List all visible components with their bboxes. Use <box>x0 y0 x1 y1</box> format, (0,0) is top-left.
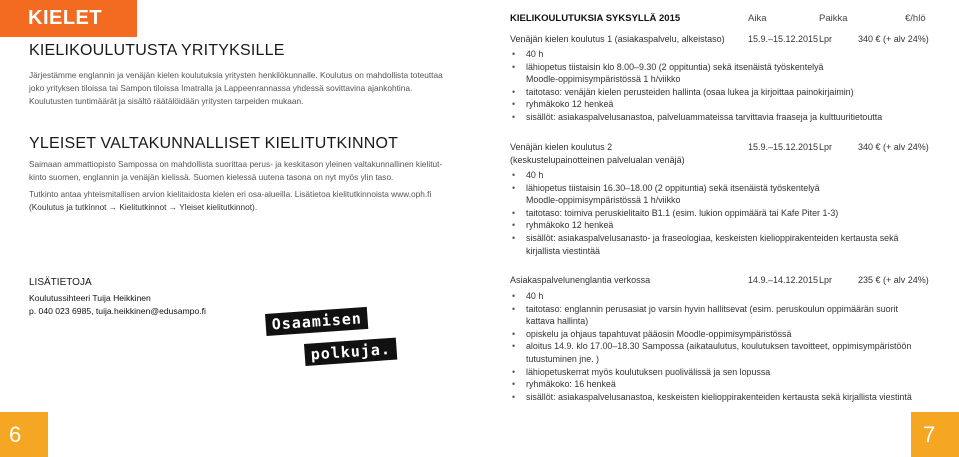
list-item: • 40 h <box>510 169 955 182</box>
column-header-aika: Aika <box>748 13 767 24</box>
stamp-osaamisen <box>265 307 369 336</box>
course-bullets <box>510 169 955 257</box>
list-item: • lähiopetus tiistaisin klo 8.00–9.30 (2 oppituntia) sekä itsenäistä työskentelyä <box>510 61 955 74</box>
heading-yleiset-kielitutkinnot: YLEISET VALTAKUNNALLISET KIELITUTKINNOT <box>29 135 399 152</box>
list-item: • ryhmäkoko: 16 henkeä <box>510 378 955 391</box>
course-bullets <box>510 48 955 124</box>
contact-info <box>29 292 206 317</box>
course-paikka: Lpr <box>819 142 833 152</box>
paragraph-line: kinto suomen, englannin ja venäjän kielissä. Suomen kielessä uutena tasona on nyt myös ylin taso. <box>29 171 394 182</box>
course-title: Asiakaspalvelunenglantia verkossa <box>510 275 651 285</box>
list-item: • ryhmäkoko 12 henkeä <box>510 98 955 111</box>
course-aika: 15.9.–15.12.2015 <box>748 34 819 44</box>
page-corner-right <box>911 412 959 457</box>
stamp-line-1: Osaamisen <box>265 307 369 336</box>
stamp-line-2: polkuja. <box>304 338 398 366</box>
paragraph-kielikoulutusta <box>29 69 443 107</box>
paragraph-line: Saimaan ammattiopisto Sampossa on mahdollista suorittaa perus- ja keskitason yleinen valtakunnallinen kielitut- <box>29 159 443 169</box>
list-item: • lähiopetus tiistaisin 16.30–18.00 (2 oppituntia) sekä itsenäistä työskentelyä <box>510 182 955 195</box>
course-paikka: Lpr <box>819 275 833 285</box>
list-item: • 40 h <box>510 290 955 303</box>
contact-name: Koulutussihteeri Tuija Heikkinen <box>29 293 151 303</box>
paragraph-line: Koulutusten tuntimäärät ja sisältö räätälöidään yritysten tarpeiden mukaan. <box>29 95 304 106</box>
list-item: • lähiopetuskerrat myös koulutuksen puolivälissä ja sen lopussa <box>510 366 955 379</box>
heading-kielikoulutusta: KIELIKOULUTUSTA YRITYKSILLE <box>29 42 285 59</box>
list-item: • sisällöt: asiakaspalvelusanastoa, palveluammateissa tarvittavia fraaseja ja kulttuuritietoutta <box>510 111 955 124</box>
course-aika: 15.9.–15.12.2015 <box>748 142 819 152</box>
heading-kielikoulutuksia-syksylla: KIELIKOULUTUKSIA SYKSYLLÄ 2015 <box>510 13 681 24</box>
column-header-paikka: Paikka <box>819 13 848 24</box>
paragraph-arvio: Tutkinto antaa yhteismitallisen arvion kielitaidosta kielen eri osa-alueilla. Lisätietoa kielitutkinnoista www.oph.fi <box>29 189 432 199</box>
course-subtitle: (keskustelupainotteinen palvelualan venäjä) <box>510 155 685 165</box>
list-item: tutustuminen jne. ) <box>526 353 600 364</box>
course-bullets <box>510 290 955 403</box>
section-tag-label: KIELET <box>28 7 103 29</box>
list-item: kirjallista viestintää <box>526 245 600 256</box>
heading-lisatietoja: LISÄTIETOJA <box>29 277 92 288</box>
course-title: Venäjän kielen koulutus 1 (asiakaspalvelu, alkeistaso) <box>510 34 725 44</box>
list-item: • taitotaso: toimiva peruskielitaito B1.1 (esim. lukion oppimäärä tai Kafe Piter 1-3) <box>510 207 955 220</box>
course-title: Venäjän kielen koulutus 2 <box>510 142 613 152</box>
paragraph-line: joko yrityksen tiloissa tai Sampon tiloissa Imatralla ja Lappeenrannassa yhdessä sovittavina ajankohtina. <box>29 82 413 93</box>
list-item: • taitotaso: venäjän kielen perusteiden hallinta (osaa lukea ja kirjoittaa painokirjaimin) <box>510 86 955 99</box>
list-item: • 40 h <box>510 48 955 61</box>
list-item: • sisällöt: asiakaspalvelusanasto- ja fraseologiaa, keskeisten kielioppirakenteiden kertausta sekä <box>510 232 955 245</box>
list-item: • opiskelu ja ohjaus tapahtuvat pääosin Moodle-oppimisympäristössä <box>510 328 955 341</box>
list-item: kattava hallinta) <box>526 316 589 327</box>
section-tag <box>0 0 137 37</box>
list-item: Moodle-oppimisympäristössä 1 h/viikko <box>526 195 681 206</box>
contact-phone-email[interactable]: p. 040 023 6985, tuija.heikkinen@edusampo.fi <box>29 305 206 316</box>
page-number-left: 6 <box>9 422 22 447</box>
list-item: • aloitus 14.9. klo 17.00–18.30 Sampossa (aikataulutus, koulutuksen tavoitteet, oppimisympäristöön <box>510 340 955 353</box>
paragraph-kielitutkinnot <box>29 158 442 184</box>
paragraph-line: Järjestämme englannin ja venäjän kielen koulutuksia yritysten henkilökunnalle. Koulutus on mahdollista toteuttaa <box>29 70 443 80</box>
stamp-polkuja <box>304 338 398 366</box>
list-item: • taitotaso: englannin perusasiat jo varsin hyvin hallitsevat (esim. peruskoulun oppimäärän suorit <box>510 303 955 316</box>
course-hinta: 235 € (+ alv 24%) <box>858 275 929 285</box>
course-paikka: Lpr <box>819 34 833 44</box>
course-hinta: 340 € (+ alv 24%) <box>858 142 929 152</box>
course-hinta: 340 € (+ alv 24%) <box>858 34 929 44</box>
list-item: • sisällöt: asiakaspalvelusanastoa, keskeisten kielioppirakenteiden kertausta sekä kirjallista viestintä <box>510 391 955 404</box>
page-number-right: 7 <box>923 422 936 447</box>
page-corner-left <box>0 412 48 457</box>
list-item: • ryhmäkoko 12 henkeä <box>510 219 955 232</box>
course-aika: 14.9.–14.12.2015 <box>748 275 819 285</box>
link-path-kielitutkinnot[interactable]: (Koulutus ja tutkinnot → Kielitutkinnot → Yleiset kielitutkinnot). <box>29 202 258 212</box>
column-header-hinta: €/hlö <box>905 13 926 24</box>
list-item: Moodle-oppimisympäristössä 1 h/viikko <box>526 74 681 85</box>
